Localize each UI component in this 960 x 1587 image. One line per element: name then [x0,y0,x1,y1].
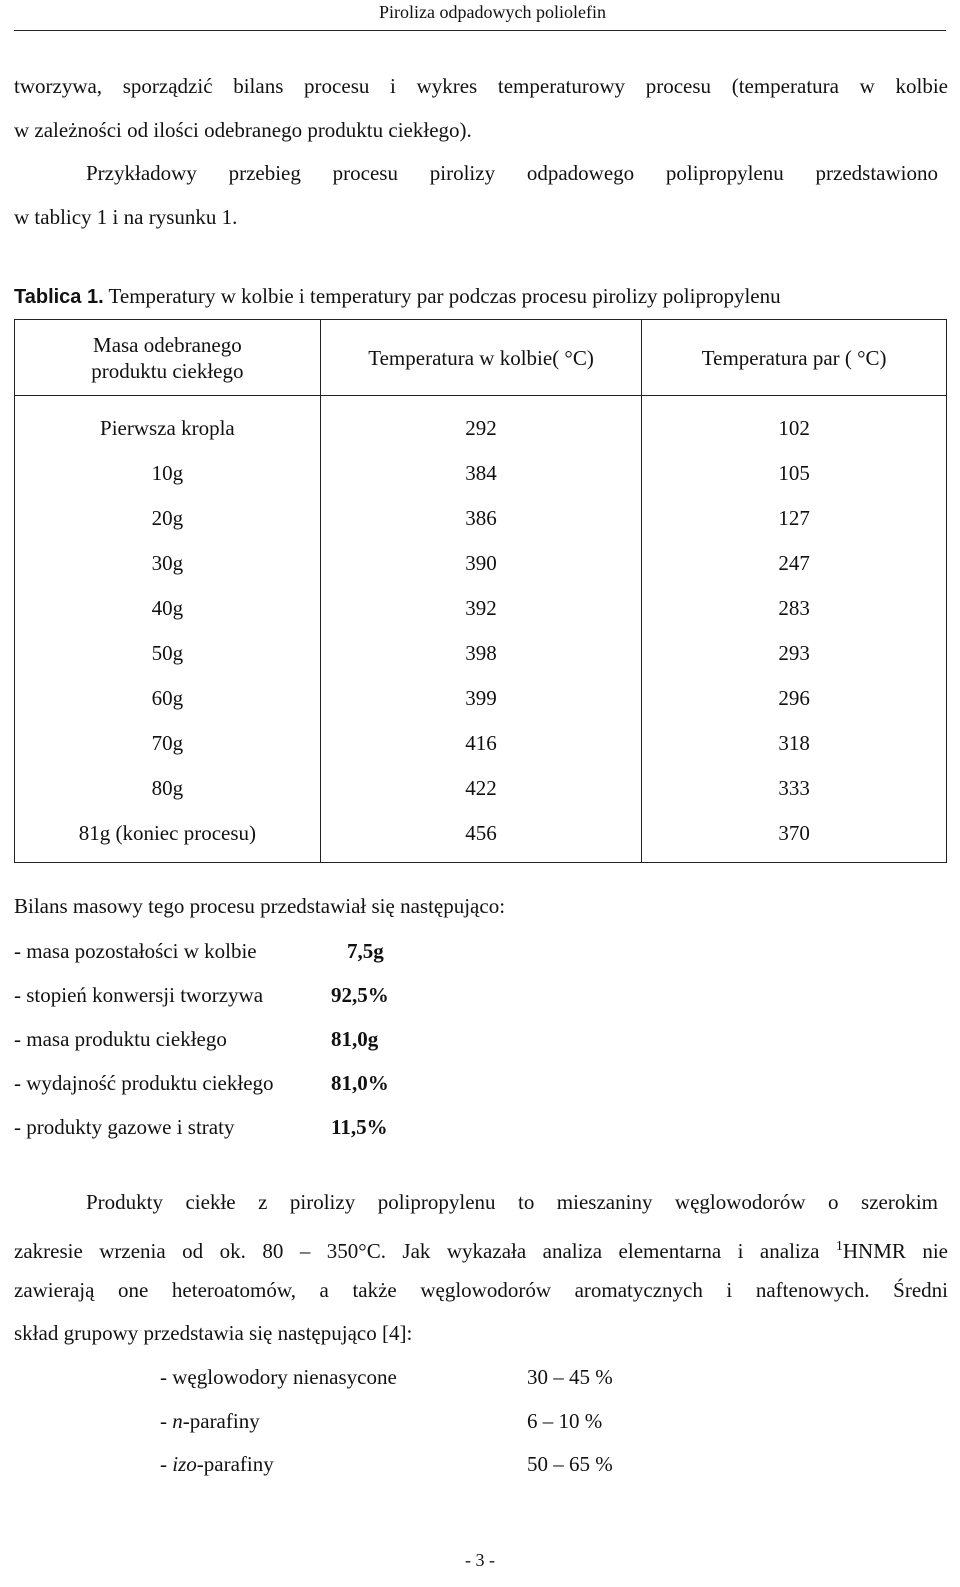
composition-italic: izo [172,1452,197,1476]
products-line-2 [14,1236,948,1262]
table-row [15,811,947,863]
intro-line-3: Przykładowy przebieg procesu pirolizy odpadowego polipropylenu przedstawiono [86,161,938,185]
cell-vapor-temp: 333 [642,766,947,811]
cell-vapor-temp: 102 [642,396,947,452]
cell-mass: 50g [15,631,321,676]
table-row [15,451,947,496]
composition-prefix: - [160,1452,173,1476]
cell-mass: 70g [15,721,321,766]
cell-vapor-temp: 127 [642,496,947,541]
table-row [15,631,947,676]
cell-flask-temp: 456 [320,811,642,863]
products-line-1: Produkty ciekłe z pirolizy polipropylenu to mieszaniny węglowodorów o szerokim [86,1190,938,1214]
cell-flask-temp: 416 [320,721,642,766]
cell-flask-temp: 392 [320,586,642,631]
intro-line-2: w zależności od ilości odebranego produktu ciekłego). [14,118,472,142]
running-title: Piroliza odpadowych poliolefin [379,2,606,22]
cell-vapor-temp: 296 [642,676,947,721]
cell-mass: 60g [15,676,321,721]
intro-line-1: tworzywa, sporządzić bilans procesu i wykres temperaturowy procesu (temperatura w kolbie [14,74,948,98]
composition-value: 50 – 65 % [527,1452,613,1476]
composition-italic: n [172,1409,183,1433]
table-row [15,766,947,811]
products-line-4: skład grupowy przedstawia się następująco [4]: [14,1321,413,1345]
table-row [15,676,947,721]
composition-value: 30 – 45 % [527,1365,613,1389]
balance-value: 81,0% [331,1071,389,1095]
balance-label: - produkty gazowe i straty [14,1115,235,1139]
cell-vapor-temp: 105 [642,451,947,496]
table-row [15,541,947,586]
composition-prefix: - węglowodory nienasycone [160,1365,397,1389]
table-caption-label: Tablica 1. [14,286,104,308]
cell-mass: 30g [15,541,321,586]
page-number: - 3 - [465,1550,495,1570]
column-header-mass: Masa odebranego produktu ciekłego [15,320,321,396]
table-caption-text: Temperatury w kolbie i temperatury par podczas procesu pirolizy polipropylenu [103,284,781,308]
composition-label [160,1452,274,1477]
cell-vapor-temp: 283 [642,586,947,631]
balance-value: 7,5g [347,939,384,963]
balance-label: - stopień konwersji tworzywa [14,983,264,1007]
cell-mass: 10g [15,451,321,496]
table-caption [14,284,781,309]
table-row [15,586,947,631]
balance-label: - wydajność produktu ciekłego [14,1071,274,1095]
column-header-vapor-temp: Temperatura par ( °C) [642,320,947,396]
cell-flask-temp: 399 [320,676,642,721]
composition-value: 6 – 10 % [527,1409,603,1433]
cell-mass: Pierwsza kropla [15,396,321,452]
composition-suffix: -parafiny [182,1409,260,1433]
products-line-3: zawierają one heteroatomów, a także węglowodorów aromatycznych i naftenowych. Średni [14,1278,948,1302]
composition-suffix: -parafiny [196,1452,274,1476]
running-header [14,0,946,31]
cell-mass: 81g (koniec procesu) [15,811,321,863]
products-line-2-end: HNMR nie [842,1239,948,1263]
balance-intro: Bilans masowy tego procesu przedstawiał się następująco: [14,894,506,918]
balance-value: 11,5% [331,1115,388,1139]
cell-flask-temp: 422 [320,766,642,811]
table-header-row [15,320,947,396]
cell-mass: 20g [15,496,321,541]
cell-flask-temp: 384 [320,451,642,496]
cell-vapor-temp: 247 [642,541,947,586]
balance-value: 81,0g [331,1027,379,1051]
cell-mass: 80g [15,766,321,811]
balance-label: - masa pozostałości w kolbie [14,939,257,963]
cell-mass: 40g [15,586,321,631]
cell-vapor-temp: 318 [642,721,947,766]
balance-label: - masa produktu ciekłego [14,1027,227,1051]
balance-value: 92,5% [331,983,389,1007]
cell-vapor-temp: 293 [642,631,947,676]
cell-flask-temp: 390 [320,541,642,586]
cell-flask-temp: 398 [320,631,642,676]
cell-flask-temp: 386 [320,496,642,541]
cell-vapor-temp: 370 [642,811,947,863]
column-header-flask-temp: Temperatura w kolbie( °C) [320,320,642,396]
table-row [15,496,947,541]
temperature-table [14,319,947,863]
composition-prefix: - [160,1409,173,1433]
cell-flask-temp: 292 [320,396,642,452]
composition-label [160,1365,397,1390]
products-line-2-start: zakresie wrzenia od ok. 80 – 350°C. Jak wykazała analiza elementarna i analiza [14,1239,836,1263]
superscript: 1 [835,1239,843,1254]
table-row [15,396,947,452]
table-row [15,721,947,766]
intro-line-4: w tablicy 1 i na rysunku 1. [14,205,238,229]
composition-label [160,1409,260,1434]
